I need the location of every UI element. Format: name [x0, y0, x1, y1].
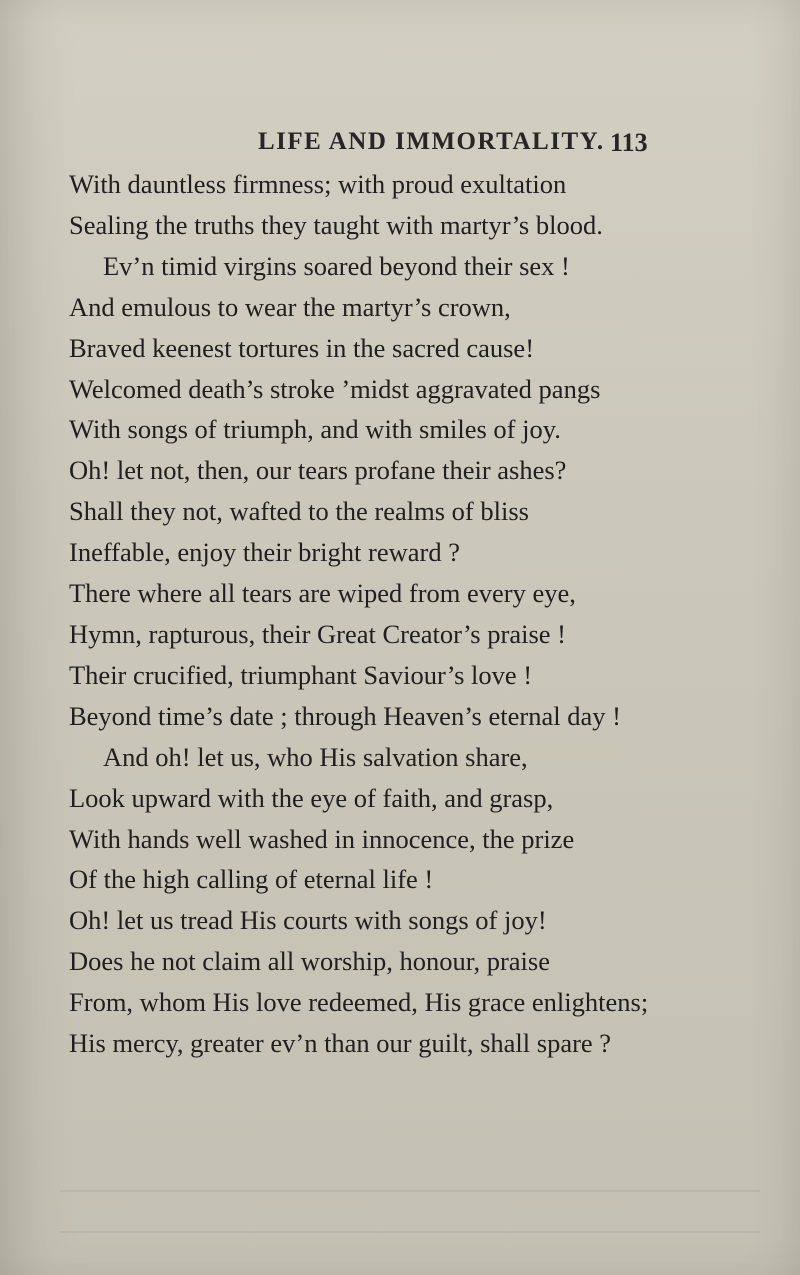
poem-line: From, whom His love redeemed, His grace enlightens; — [69, 987, 649, 1018]
page-number: 113 — [610, 128, 648, 157]
poem-line: With hands well washed in innocence, the prize — [69, 823, 575, 854]
poem-line: Oh! let not, then, our tears profane their ashes? — [69, 455, 567, 486]
poem-line: With songs of triumph, and with smiles of joy. — [69, 414, 561, 445]
running-head: LIFE AND IMMORTALITY. — [258, 128, 605, 155]
poem-line: Their crucified, triumphant Saviour’s love ! — [69, 659, 533, 690]
poem-line: Does he not claim all worship, honour, praise — [69, 946, 550, 977]
poem-line: Shall they not, wafted to the realms of bliss — [69, 496, 529, 527]
poem-line: Hymn, rapturous, their Great Creator’s praise ! — [69, 618, 566, 649]
poem-line: Of the high calling of eternal life ! — [69, 864, 434, 895]
poem-line: Welcomed death’s stroke ’midst aggravated pangs — [69, 373, 601, 404]
poem-line: Look upward with the eye of faith, and grasp, — [69, 782, 554, 813]
poem-line: There where all tears are wiped from every eye, — [69, 578, 576, 609]
page-header — [0, 128, 800, 164]
show-through-texture — [60, 1160, 760, 1260]
poem-line: And oh! let us, who His salvation share, — [103, 741, 528, 772]
poem-line: His mercy, greater ev’n than our guilt, shall spare ? — [69, 1028, 612, 1059]
poem-line: Braved keenest tortures in the sacred cause! — [69, 332, 535, 363]
poem-line: Sealing the truths they taught with martyr’s blood. — [69, 209, 603, 240]
poem-line: Beyond time’s date ; through Heaven’s eternal day ! — [69, 700, 621, 731]
poem-line: Ineffable, enjoy their bright reward ? — [69, 537, 460, 568]
poem-line: With dauntless firmness; with proud exultation — [69, 169, 567, 199]
poem-text — [0, 164, 800, 1064]
poem-line: And emulous to wear the martyr’s crown, — [69, 291, 511, 322]
poem-line: Oh! let us tread His courts with songs of joy! — [69, 905, 547, 936]
poem-line: Ev’n timid virgins soared beyond their sex ! — [103, 250, 570, 281]
